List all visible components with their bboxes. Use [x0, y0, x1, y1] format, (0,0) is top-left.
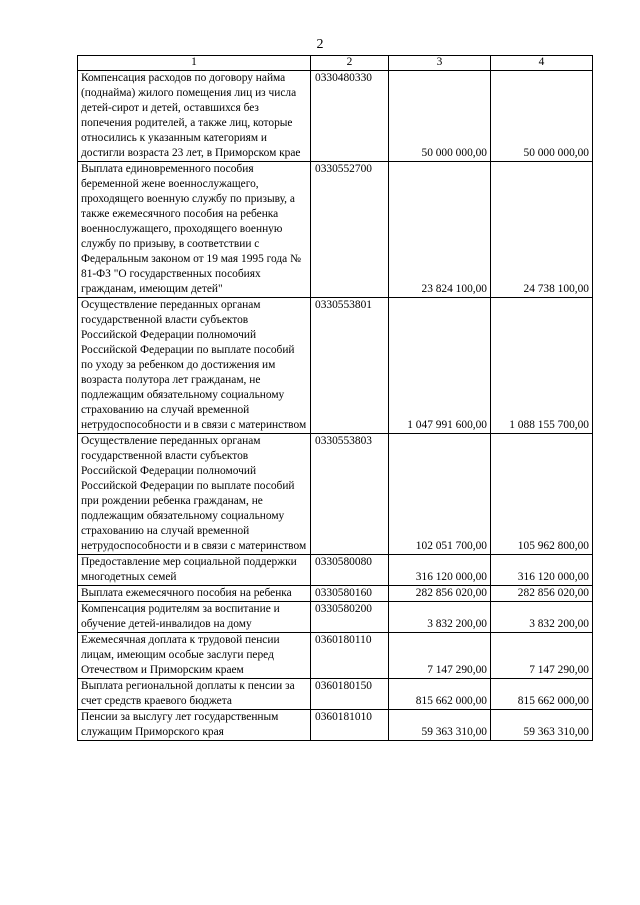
row-amount-col4: 3 832 200,00 [491, 602, 593, 633]
column-header-1: 1 [78, 56, 311, 71]
table-row [78, 434, 593, 555]
row-amount-col4: 59 363 310,00 [491, 710, 593, 741]
row-code: 0330580080 [311, 555, 389, 586]
row-name: Выплата единовременного пособия беременной жене военнослужащего, проходящего военную службу по призыву, а также ежемесячного пособия на ребенка военнослужащего, проходящего военную службу по призыву, в соответствии с Федеральным законом от 19 мая 1995 года № 81-ФЗ "О государственных пособиях гражданам, имеющим детей" [78, 162, 311, 298]
column-header-2: 2 [311, 56, 389, 71]
row-amount-col4: 24 738 100,00 [491, 162, 593, 298]
row-amount-col4: 316 120 000,00 [491, 555, 593, 586]
row-amount-col3: 7 147 290,00 [389, 633, 491, 679]
header-row [78, 56, 593, 71]
row-code: 0360180110 [311, 633, 389, 679]
row-name: Компенсация родителям за воспитание и обучение детей-инвалидов на дому [78, 602, 311, 633]
column-header-3: 3 [389, 56, 491, 71]
row-code: 0360180150 [311, 679, 389, 710]
table-row [78, 602, 593, 633]
row-name: Осуществление переданных органам государственной власти субъектов Российской Федерации полномочий Российской Федерации по выплате пособий при рождении ребенка гражданам, не подлежащим обязательному социальному страхованию на случай временной нетрудоспособности и в связи с материнством [78, 434, 311, 555]
row-code: 0330552700 [311, 162, 389, 298]
table-row [78, 162, 593, 298]
table-row [78, 298, 593, 434]
table-row [78, 71, 593, 162]
row-code: 0330480330 [311, 71, 389, 162]
row-amount-col3: 23 824 100,00 [389, 162, 491, 298]
row-amount-col3: 282 856 020,00 [389, 586, 491, 602]
row-name: Пенсии за выслугу лет государственным служащим Приморского края [78, 710, 311, 741]
row-amount-col4: 7 147 290,00 [491, 633, 593, 679]
row-name: Осуществление переданных органам государственной власти субъектов Российской Федерации полномочий Российской Федерации по выплате пособий по уходу за ребенком до достижения им возраста полутора лет гражданам, не подлежащим обязательному социальному страхованию на случай временной нетрудоспособности и в связи с материнством [78, 298, 311, 434]
row-name: Выплата региональной доплаты к пенсии за счет средств краевого бюджета [78, 679, 311, 710]
row-amount-col3: 59 363 310,00 [389, 710, 491, 741]
table-row [78, 586, 593, 602]
row-code: 0330580160 [311, 586, 389, 602]
row-code: 0360181010 [311, 710, 389, 741]
row-name: Компенсация расходов по договору найма (поднайма) жилого помещения лиц из числа детей-сирот и детей, оставшихся без попечения родителей, а также лиц, которые относились к указанным категориям и достигли возраста 23 лет, в Приморском крае [78, 71, 311, 162]
table-row [78, 710, 593, 741]
row-name: Выплата ежемесячного пособия на ребенка [78, 586, 311, 602]
table-row [78, 633, 593, 679]
row-amount-col3: 3 832 200,00 [389, 602, 491, 633]
column-header-4: 4 [491, 56, 593, 71]
budget-table [77, 55, 593, 741]
row-amount-col3: 815 662 000,00 [389, 679, 491, 710]
row-amount-col4: 282 856 020,00 [491, 586, 593, 602]
table-row [78, 555, 593, 586]
row-amount-col4: 105 962 800,00 [491, 434, 593, 555]
row-amount-col4: 50 000 000,00 [491, 71, 593, 162]
row-amount-col4: 815 662 000,00 [491, 679, 593, 710]
row-amount-col3: 102 051 700,00 [389, 434, 491, 555]
row-code: 0330580200 [311, 602, 389, 633]
row-code: 0330553803 [311, 434, 389, 555]
page-number: 2 [316, 37, 324, 52]
row-amount-col3: 1 047 991 600,00 [389, 298, 491, 434]
row-amount-col3: 316 120 000,00 [389, 555, 491, 586]
row-name: Ежемесячная доплата к трудовой пенсии лицам, имеющим особые заслуги перед Отечеством и Приморским краем [78, 633, 311, 679]
row-amount-col4: 1 088 155 700,00 [491, 298, 593, 434]
row-name: Предоставление мер социальной поддержки многодетных семей [78, 555, 311, 586]
row-amount-col3: 50 000 000,00 [389, 71, 491, 162]
row-code: 0330553801 [311, 298, 389, 434]
table-row [78, 679, 593, 710]
